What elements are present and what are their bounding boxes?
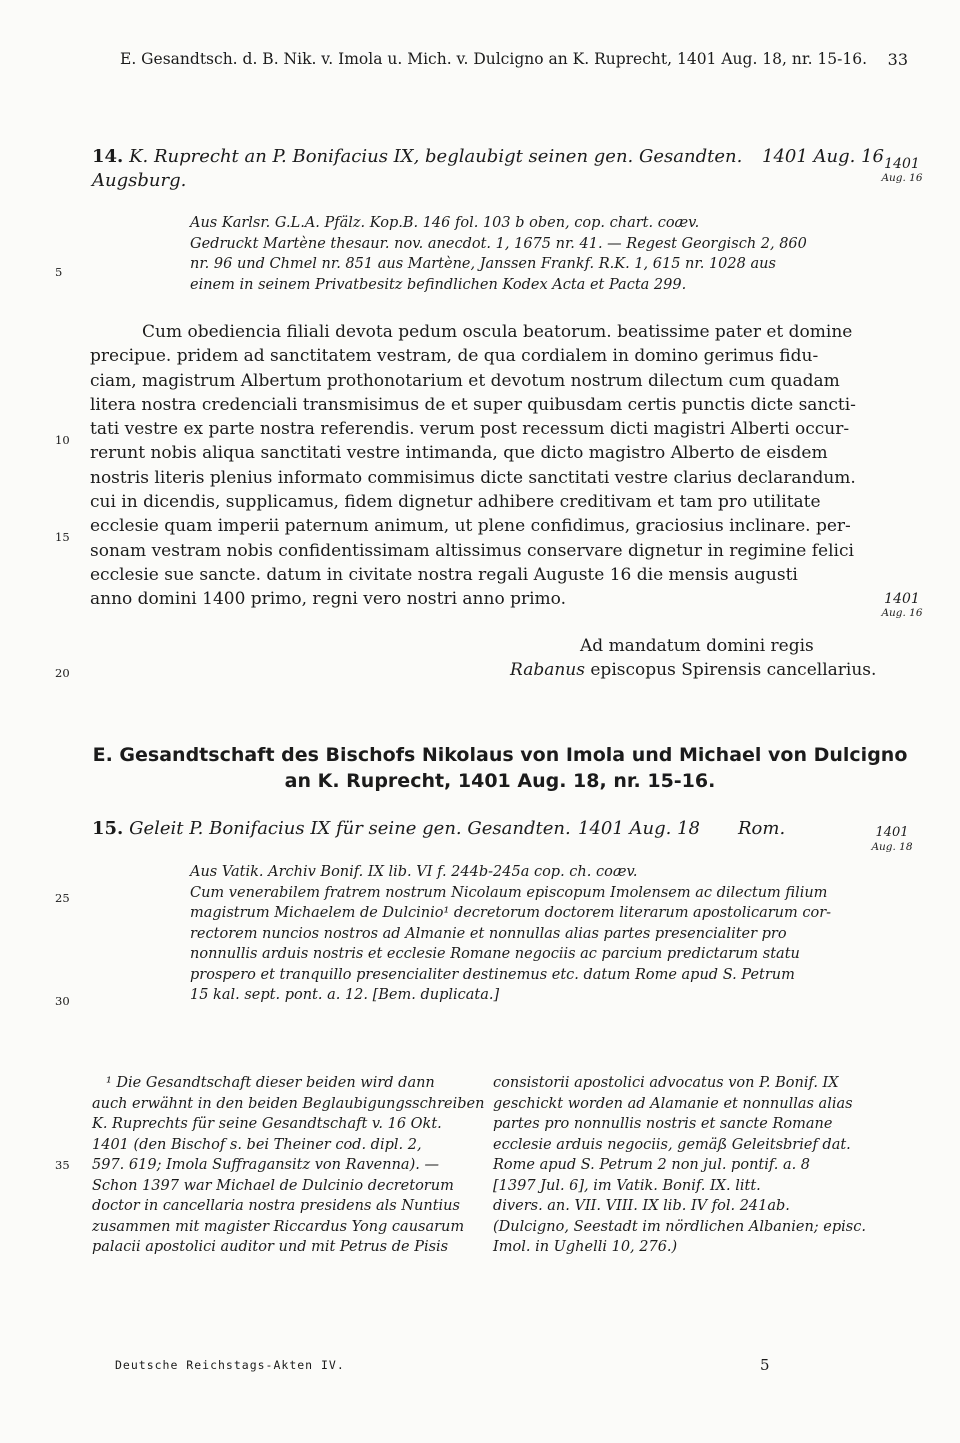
- body-line: tati vestre ex parte nostra referendis. verum post recessum dicti magistri Alberti occur-: [90, 419, 850, 440]
- doc15-line: 15 kal. sept. pont. a. 12. [Bem. duplicata.]: [190, 987, 500, 1003]
- footnotes-left-column: [92, 1073, 484, 1258]
- doc14-source-line: nr. 96 und Chmel nr. 851 aus Martène, Janssen Frankf. R.K. 1, 615 nr. 1028 aus: [190, 256, 776, 272]
- footnote-line: Schon 1397 war Michael de Dulcinio decretorum: [92, 1177, 454, 1194]
- footnote-line: ¹ Die Gesandtschaft dieser beiden wird dann: [106, 1075, 435, 1091]
- doc15-line: magistrum Michaelem de Dulcinio¹ decretorum doctorem literarum apostolicarum cor-: [190, 905, 832, 921]
- running-head: [120, 50, 908, 68]
- doc15-line: prospero et tranquillo presencialiter destinemus etc. datum Rome apud S. Petrum: [190, 966, 795, 983]
- body-line: anno domini 1400 primo, regni vero nostri anno primo.: [90, 589, 566, 610]
- page-number: 33: [887, 50, 908, 69]
- doc14-place-text: Augsburg.: [92, 170, 187, 191]
- body-line: ciam, magistrum Albertum prothonotarium et devotum nostrum dilectum cum quadam: [90, 370, 840, 391]
- body-line: cui in dicendis, supplicamus, fidem dignetur adhibere creditivam et tam pro utilitate: [90, 492, 821, 513]
- line-number: 10: [55, 433, 70, 447]
- closing-formula: Ad mandatum domini regis: [580, 636, 814, 656]
- footnote-line: geschickt worden ad Alamanie et nonnullas alias: [493, 1095, 853, 1112]
- doc15-margin-year: 1401: [875, 825, 909, 840]
- doc14-body: [90, 320, 856, 612]
- doc14-margin-note-2: [872, 592, 932, 620]
- doc15-line: Aus Vatik. Archiv Bonif. IX lib. VI f. 244b-245a cop. ch. coæv.: [190, 864, 638, 880]
- running-head-text: E. Gesandtsch. d. B. Nik. v. Imola u. Mich. v. Dulcigno an K. Ruprecht, 1401 Aug. 18, nr. 15-16.: [120, 50, 868, 68]
- line-number: 20: [55, 666, 70, 680]
- footnote-line: zusammen mit magister Riccardus Yong causarum: [92, 1218, 465, 1235]
- doc15-margin-note: [862, 826, 922, 854]
- footnote-line: consistorii apostolici advocatus von P. Bonif. IX: [493, 1075, 839, 1091]
- doc14-margin-note: [872, 157, 932, 185]
- line-number: 25: [55, 891, 70, 905]
- footnote-line: auch erwähnt in den beiden Beglaubigungsschreiben: [92, 1095, 485, 1112]
- doc14-margin2-date: Aug. 16: [881, 607, 923, 619]
- doc15-number: 15.: [92, 818, 124, 839]
- footnote-line: 597. 619; Imola Suffragansitz von Ravenna). —: [92, 1157, 439, 1173]
- body-line: sonam vestram nobis confidentissimam altissimus conservare dignetur in regimine felici: [90, 540, 854, 561]
- footer-publication: Deutsche Reichstags-Akten IV.: [115, 1358, 345, 1372]
- line-number: 5: [55, 265, 63, 279]
- body-line: precipue. pridem ad sanctitatem vestram, de qua cordialem in domino gerimus fidu-: [90, 346, 819, 367]
- doc15-text: [190, 862, 831, 1006]
- footnote-line: Imol. in Ughelli 10, 276.): [493, 1239, 678, 1255]
- doc14-source: [190, 213, 807, 295]
- doc15-place-text: Rom.: [738, 818, 786, 839]
- doc15-margin-date: Aug. 18: [871, 841, 913, 853]
- doc15-line: nonnullis arduis nostris et ecclesie Romane negociis ac parcium predictarum statu: [190, 946, 800, 962]
- doc14-number: 14.: [92, 146, 124, 167]
- doc14-title-line1: [92, 146, 742, 167]
- footnote-line: 1401 (den Bischof s. bei Theiner cod. dipl. 2,: [92, 1136, 422, 1153]
- doc15-line: rectorem nuncios nostros ad Almanie et nonnullas alias partes presencialiter pro: [190, 925, 787, 942]
- doc15-title-line: [92, 818, 571, 839]
- line-number: 15: [55, 530, 70, 544]
- section-heading-line2: an K. Ruprecht, 1401 Aug. 18, nr. 15-16.: [284, 770, 716, 792]
- line-number: 35: [55, 1158, 70, 1172]
- doc14-margin-year: 1401: [884, 156, 920, 172]
- doc14-place: [92, 170, 186, 191]
- section-heading-line1: E. Gesandtschaft des Bischofs Nikolaus von Imola und Michael von Dulcigno: [92, 744, 908, 766]
- doc14-source-line: einem in seinem Privatbesitz befindlichen Kodex Acta et Pacta 299.: [190, 276, 687, 293]
- doc15-title: Geleit P. Bonifacius IX für seine gen. Gesandten.: [129, 818, 571, 839]
- footnote-line: (Dulcigno, Seestadt im nördlichen Albanien; episc.: [493, 1218, 866, 1235]
- footnote-line: [1397 Jul. 6], im Vatik. Bonif. IX. litt.: [493, 1177, 761, 1194]
- footnote-line: divers. an. VII. VIII. IX lib. IV fol. 241ab.: [493, 1198, 790, 1214]
- body-line: litera nostra credenciali transmisimus de et super quibusdam certis punctis dicte sancti-: [90, 394, 856, 415]
- signer-title: episcopus Spirensis cancellarius.: [584, 660, 877, 680]
- footnote-line: ecclesie arduis negociis, gemäß Geleitsbrief dat.: [493, 1136, 851, 1153]
- footer-sheet-number: 5: [760, 1356, 770, 1374]
- footnotes-right-column: [493, 1073, 866, 1258]
- footnote-line: doctor in cancellaria nostra presidens als Nuntius: [92, 1198, 460, 1214]
- doc14-margin-date: Aug. 16: [881, 172, 923, 184]
- body-line: ecclesie sue sancte. datum in civitate nostra regali Auguste 16 die mensis augusti: [90, 564, 798, 585]
- doc14-source-line: Aus Karlsr. G.L.A. Pfälz. Kop.B. 146 fol. 103 b oben, cop. chart. coæv.: [190, 215, 700, 231]
- doc15-date-text: 1401 Aug. 18: [578, 818, 700, 839]
- doc14-margin2-year: 1401: [884, 591, 920, 607]
- footnote-line: palacii apostolici auditor und mit Petrus de Pisis: [92, 1239, 449, 1255]
- doc15-line: Cum venerabilem fratrem nostrum Nicolaum episcopum Imolensem ac dilectum filium: [190, 884, 828, 901]
- footnote-line: Rome apud S. Petrum 2 non jul. pontif. a. 8: [493, 1157, 811, 1173]
- footnote-line: partes pro nonnullis nostris et sancte Romane: [493, 1116, 833, 1132]
- signer-name: Rabanus: [510, 660, 585, 680]
- section-heading: [90, 742, 910, 794]
- doc14-source-line: Gedruckt Martène thesaur. nov. anecdot. 1, 1675 nr. 41. — Regest Georgisch 2, 860: [190, 235, 807, 252]
- doc14-title: K. Ruprecht an P. Bonifacius IX, beglaubigt seinen gen. Gesandten.: [129, 146, 743, 167]
- body-line: nostris literis plenius informato commisimus dicte sanctitati vestre clarius declarandum.: [90, 467, 856, 488]
- footnote-line: K. Ruprechts für seine Gesandtschaft v. 16 Okt.: [92, 1116, 442, 1132]
- doc14-date-text: 1401 Aug. 16: [762, 146, 884, 167]
- closing-signature: [510, 658, 876, 682]
- doc15-place: [738, 818, 785, 839]
- body-line: rerunt nobis aliqua sanctitati vestre intimanda, que dicto magistro Alberto de eisdem: [90, 443, 828, 464]
- body-line: Cum obediencia filiali devota pedum oscula beatorum. beatissime pater et domine: [142, 322, 853, 342]
- line-number: 30: [55, 994, 70, 1008]
- doc14-date: [762, 146, 884, 167]
- doc15-date: [578, 818, 700, 839]
- body-line: ecclesie quam imperii paternum animum, ut plene confidimus, graciosius inclinare. per-: [90, 516, 851, 537]
